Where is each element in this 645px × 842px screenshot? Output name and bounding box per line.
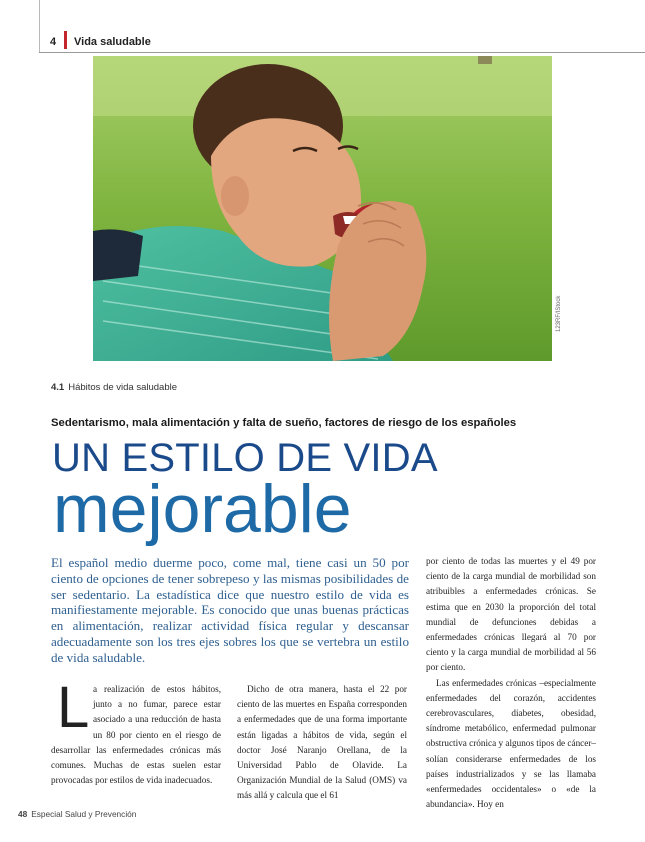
headline-line-1: UN ESTILO DE VIDA [52,436,438,480]
chapter-accent-bar [64,31,67,49]
body-paragraph: Las enfermedades crónicas –especialmente enfermedades del corazón, accidentes cerebrovasculares, diabetes, obesidad, síndrome metabólico, enfermedad pulmonar obstructiva crónica y algunos tipos de cáncer– solían considerarse enfermedades de los países industrializados y se las llamaba «enfermedades occidentales» o «de la abundancia». Hoy en [426,677,596,810]
body-paragraph: Dicho de otra manera, hasta el 22 por ciento de las muertes en España corresponden a enfermedades que de una forma importante están ligadas a hábitos de vida, según el doctor José Naranjo Orellana, de la Universidad Pablo de Olavide. La Organización Mundial de la Salud (OMS) va más allá y calcula que el 61 [237,684,407,801]
boy-eating-apple-photo [93,56,552,361]
body-paragraph: a realización de estos hábitos, junto a no fumar, parece estar asociado a una reducción de hasta un 80 por ciento en el riesgo de desarrollar las enfermedades crónicas más comunes. Muchas de estas suelen estar provocadas por estilos de vida inadecuados. [51,684,221,786]
subheadline: Sedentarismo, mala alimentación y falta de sueño, factores de riesgo de los españoles [51,417,517,429]
page-footer [18,809,136,819]
chapter-title: Vida saludable [74,36,151,48]
figure-caption [51,382,177,393]
drop-cap: L [57,675,90,740]
lead-paragraph: El español medio duerme poco, come mal, tiene casi un 50 por ciento de opciones de tener sobrepeso y las mismas posibilidades de ser sedentario. La estadística dice que nuestro estilo de vida es manifiestamente mejorable. Es conocido que unas buenas prácticas en alimentación, realizar actividad física regular y descansar adecuadamente son los tres ejes sobres los que se vertebra un estilo de vida saludable. [51,555,409,665]
body-paragraph: por ciento de todas las muertes y el 49 por ciento de la carga mundial de morbilidad son atribuibles a enfermedades crónicas. Se estima que en 2030 la proporción del total mundial de defunciones debidas a enfermedades crónicas llegará al 70 por ciento y la carga mundial de morbilidad al 56 por ciento. [426,556,596,673]
header-rule [39,52,645,53]
page-number: 48 [18,809,28,819]
publication-name: Especial Salud y Prevención [31,809,137,819]
body-column-1 [51,675,221,788]
headline-line-2: mejorable [53,471,352,547]
body-column-3 [426,554,596,812]
caption-text: Hábitos de vida saludable [68,382,178,393]
chapter-number: 4 [50,36,57,48]
photo-credit: 123RF/IStock [556,295,562,332]
caption-number: 4.1 [51,382,65,393]
body-column-2 [237,682,407,804]
header-vertical-rule [39,0,40,52]
